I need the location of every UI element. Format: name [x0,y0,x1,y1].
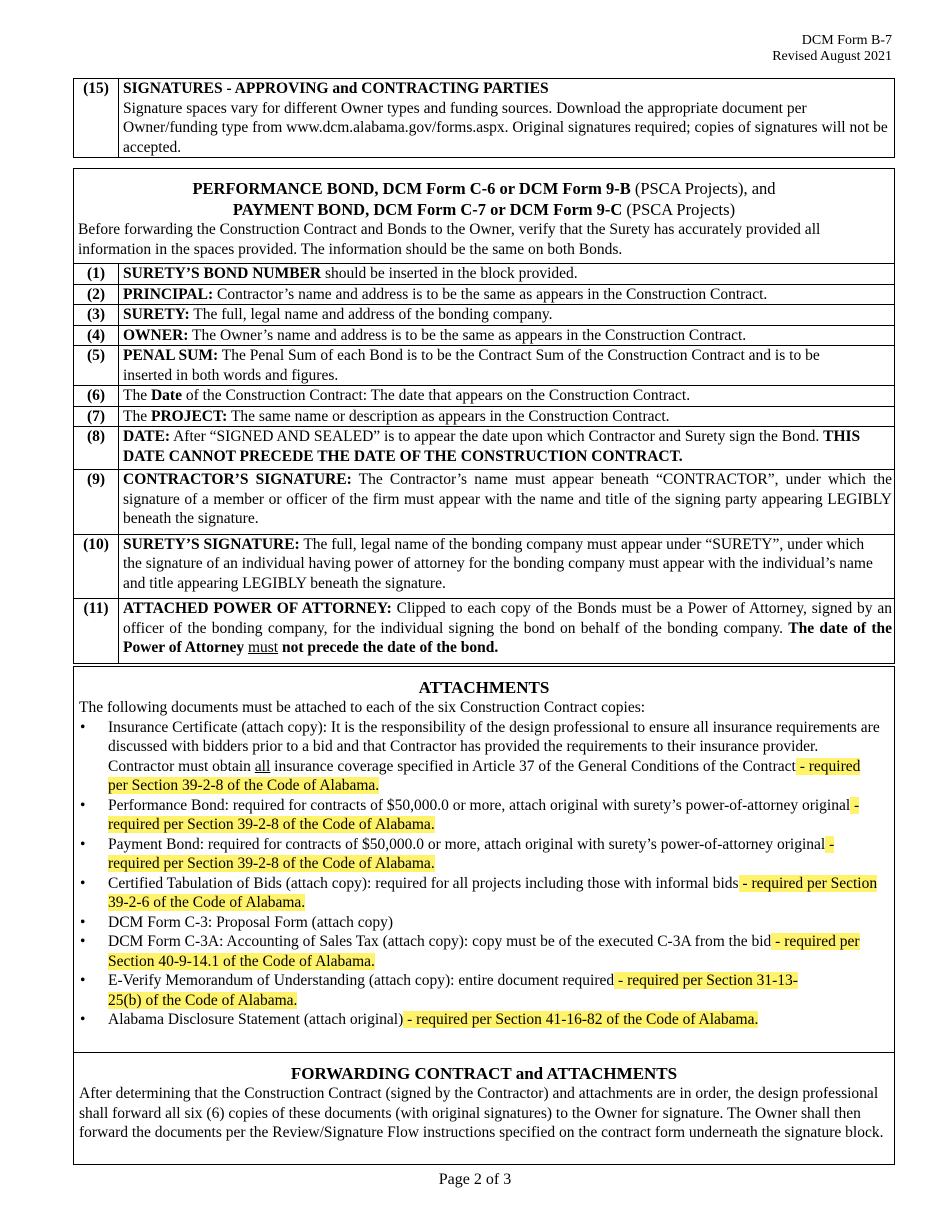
bonds-intro: Before forwarding the Construction Contract and Bonds to the Owner, verify that the Surety has accurately provided all information in the spaces provided. The information should be the same on both Bonds. [78,221,821,258]
item-label: SURETY’S BOND NUMBER [123,265,322,282]
table-row [74,470,895,535]
item-label: PRINCIPAL: [123,285,214,303]
item-text: The Owner’s name and address is to be the same as appears in the Construction Contract. [188,326,747,344]
forwarding-section [73,1052,895,1165]
item-prefix: The [123,387,151,404]
form-number: DCM Form B-7 [801,33,892,48]
list-item [108,913,884,933]
table-row [74,305,895,326]
section-title: SIGNATURES - APPROVING and CONTRACTING PARTIES [123,80,549,97]
item-underline: all [254,757,271,775]
attachments-lead: The following documents must be attached to each of the six Construction Contract copies: [79,699,646,716]
item-text: Clipped to each copy of the Bonds must be a Power of Attorney, signed by an officer of the bonding company, for the individual signing the bond on behalf of the bonding company. [123,600,892,637]
item-emphasis: The date of the Power of Attorney [123,619,892,656]
attachments-list [74,718,894,1030]
item-text: DCM Form C-3A: Accounting of Sales Tax (attach copy): copy must be of the executed C-3A from the bid [108,933,772,950]
list-item [108,718,884,796]
bonds-header [73,168,895,264]
forwarding-title: FORWARDING CONTRACT and ATTACHMENTS [290,1064,678,1083]
performance-bond-note: (PSCA Projects), and [630,179,776,198]
item-text: The Contractor’s name must appear beneath “CONTRACTOR”, under which the signature of a member or officer of the firm must appear with the name and title of the signing party appearing LEGIBLY beneath the signature. [123,471,893,527]
item-number: (4) [74,325,119,346]
item-text: The full, legal name and address of the bonding company. [189,306,553,323]
signatures-section [73,78,895,158]
item-label: DATE: [123,428,171,445]
table-row [74,427,895,470]
table-row [74,386,895,407]
revision-date: Revised August 2021 [772,49,892,64]
item-label: SURETY’S SIGNATURE: [123,535,300,553]
attachments-title: ATTACHMENTS [418,678,550,697]
list-item [108,1010,884,1030]
item-label: Date [150,387,182,404]
bonds-title [74,178,894,220]
item-text: Insurance Certificate (attach copy): It is the responsibility of the design professional to ensure all insurance requirements are discussed with bidders prior to a bid and that Contractor has provided the requirements to their insurance provider. Contractor must obtain [108,718,880,775]
list-item [108,932,884,971]
table-row [74,406,895,427]
item-text: of the Construction Contract: The date that appears on the Construction Contract. [181,387,691,404]
item-number: (5) [74,346,119,386]
bonds-items-table [73,263,895,664]
item-number: (11) [74,599,119,664]
item-text: Certified Tabulation of Bids (attach copy): required for all projects including those with informal bids [108,874,739,892]
item-text: Payment Bond: required for contracts of $50,000.0 or more, attach original with surety’s power-of-attorney original [108,835,826,853]
item-text: Alabama Disclosure Statement (attach original) [108,1011,404,1028]
item-number: (1) [74,264,119,285]
item-text: The Penal Sum of each Bond is to be the Contract Sum of the Construction Contract and is to be inserted in both words and figures. [123,347,820,384]
highlight-citation: - required per Section 40-9-14.1 of the Code of Alabama. [108,933,860,970]
list-item [108,971,884,1010]
item-text: DCM Form C-3: Proposal Form (attach copy) [108,913,394,931]
item-text: The same name or description as appears in the Construction Contract. [227,407,670,425]
table-row [74,346,895,386]
payment-bond-note: (PSCA Projects) [622,200,736,219]
table-row [74,534,895,599]
highlight-citation: - required per Section 39-2-8 of the Code of Alabama. [108,796,860,833]
item-text-cont: insurance coverage specified in Article 37 of the General Conditions of the Contract [270,757,796,775]
item-number: (6) [74,386,119,407]
table-row [74,284,895,305]
list-item [108,835,884,874]
page-number: Page 2 of 3 [438,1171,512,1188]
item-underline: must [247,639,279,656]
section-body: Signature spaces vary for different Owner types and funding sources. Download the appropriate document per Owner/funding type from www.dcm.alabama.gov/forms.aspx. Original signatures required; copies of signatures will not be accepted. [123,99,888,156]
highlight-citation: - required per Section 39-2-6 of the Code of Alabama. [108,874,878,911]
item-text: Performance Bond: required for contracts of $50,000.0 or more, attach original with surety’s power-of-attorney original [108,796,851,814]
item-emphasis: THIS DATE CANNOT PRECEDE THE DATE OF THE CONSTRUCTION CONTRACT. [123,428,861,465]
table-row [74,599,895,664]
item-label: PROJECT: [150,407,228,425]
item-number: (9) [74,470,119,535]
item-number: (10) [74,534,119,599]
item-label: OWNER: [123,326,189,344]
performance-bond-title: PERFORMANCE BOND, DCM Form C-6 or DCM Form 9-B [192,179,631,198]
table-row [74,264,895,285]
item-label: PENAL SUM: [123,347,219,364]
item-label: CONTRACTOR’S SIGNATURE: [123,471,352,488]
list-item [108,874,884,913]
table-row [74,325,895,346]
item-label: SURETY: [123,306,190,323]
item-text: After “SIGNED AND SEALED” is to appear the date upon which Contractor and Surety sign the Bond. [170,428,824,445]
item-number: (15) [74,79,119,158]
list-item [108,796,884,835]
highlight-citation: - required per Section 39-2-8 of the Code of Alabama. [108,757,861,794]
highlight-citation: - required per Section 31-13-25(b) of the Code of Alabama. [108,972,798,1009]
item-text: Contractor’s name and address is to be the same as appears in the Construction Contract. [213,285,768,303]
highlight-citation: - required per Section 41-16-82 of the Code of Alabama. [403,1011,759,1028]
attachments-section [73,666,895,1053]
item-number: (7) [74,406,119,427]
item-text: should be inserted in the block provided. [321,265,578,282]
item-number: (3) [74,305,119,326]
item-emphasis-end: not precede the date of the bond. [282,639,499,656]
item-number: (8) [74,427,119,470]
highlight-citation: - required per Section 39-2-8 of the Code of Alabama. [108,835,835,872]
item-prefix: The [123,407,151,425]
form-header [772,33,892,65]
item-number: (2) [74,284,119,305]
item-text: E-Verify Memorandum of Understanding (attach copy): entire document required [108,972,615,989]
item-text: The full, legal name of the bonding company must appear under “SURETY”, under which the signature of an individual having power of attorney for the bonding company must appear with the individual’s name and title appearing LEGIBLY beneath the signature. [123,535,873,592]
forwarding-body: After determining that the Construction Contract (signed by the Contractor) and attachments are in order, the design professional shall forward all six (6) copies of these documents (with original signatures) to the Owner for signature. The Owner shall then forward the documents per the Review/Signature Flow instructions specified on the contract form underneath the signature block. [79,1085,884,1141]
item-label: ATTACHED POWER OF ATTORNEY: [123,600,392,617]
payment-bond-title: PAYMENT BOND, DCM Form C-7 or DCM Form 9-C [232,200,623,219]
